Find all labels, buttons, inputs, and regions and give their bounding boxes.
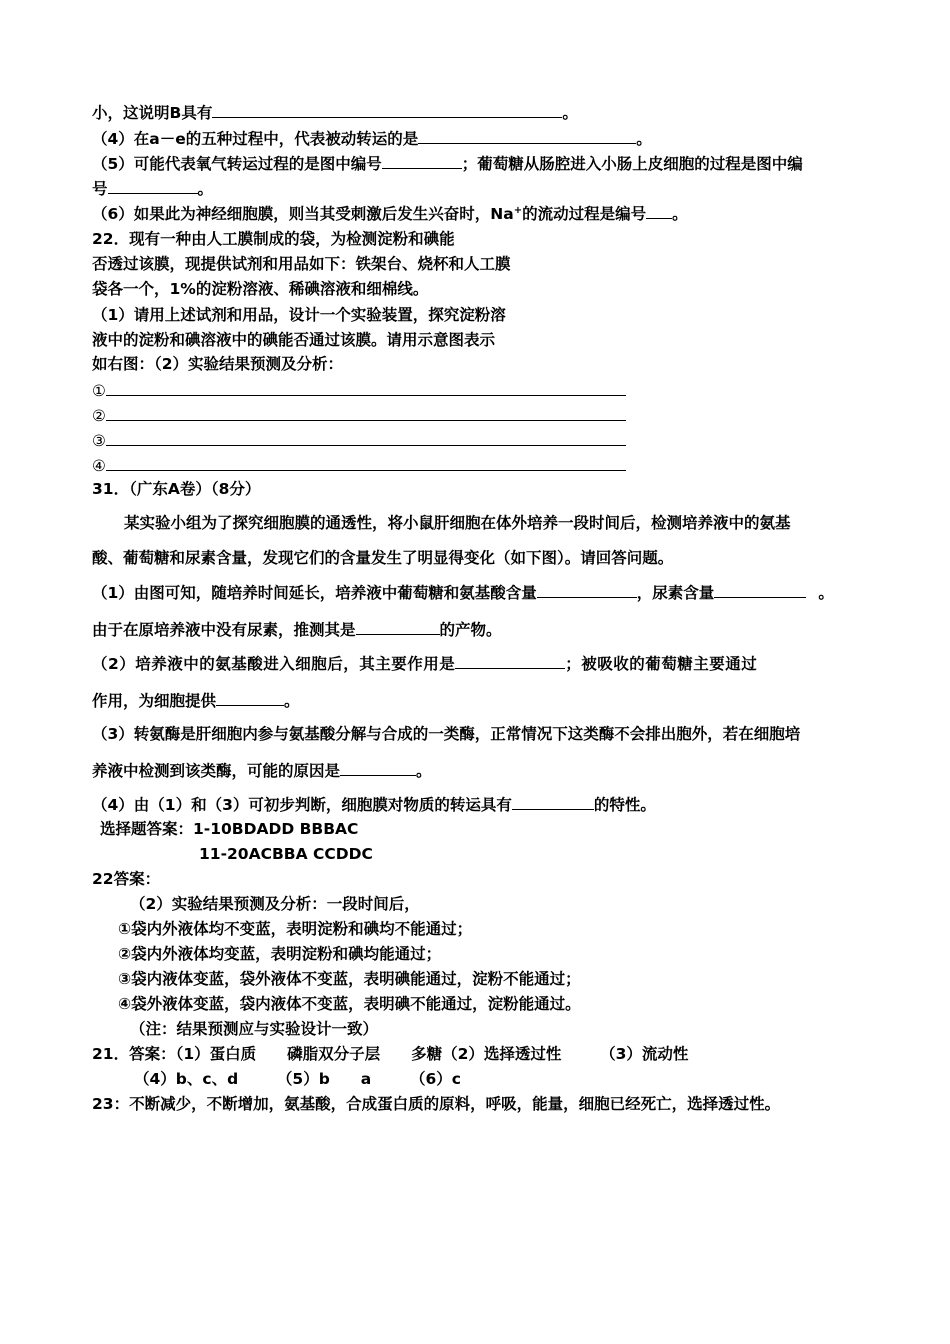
q31-q1-line-1: （1）由图可知，随培养时间延长，培养液中葡萄糖和氨基酸含量 ，尿素含量 。 [92, 584, 834, 602]
answer-blank[interactable] [646, 203, 672, 219]
q31-q2-line-1: （2）培养液中的氨基酸进入细胞后，其主要作用是 ；被吸收的葡萄糖主要通过 [92, 655, 758, 673]
answer-blank[interactable] [537, 582, 637, 598]
line-top-5: （6）如果此为神经细胞膜，则当其受刺激后发生兴奋时，Na+的流动过程是编号 。 [92, 205, 688, 223]
q22-blank-3: ③ [92, 430, 626, 451]
answer-blank[interactable] [106, 405, 626, 421]
answer-blank[interactable] [106, 430, 626, 446]
q31-paragraph-1: 某实验小组为了探究细胞膜的通透性，将小鼠肝细胞在体外培养一段时间后，检测培养液中的氨基 [124, 514, 791, 532]
q31-q4-line: （4）由（1）和（3）可初步判断，细胞膜对物质的转运具有 的特性。 [92, 796, 656, 814]
answer-blank[interactable] [106, 380, 626, 396]
line-top-1: 小，这说明B具有 。 [92, 104, 578, 122]
answer-blank[interactable] [106, 455, 626, 471]
answer-blank[interactable] [216, 690, 284, 706]
answer-22-line-4: ③袋内液体变蓝，袋外液体不变蓝，表明碘能通过，淀粉不能通过； [118, 970, 581, 988]
answer-blank[interactable] [340, 760, 416, 776]
answer-blank[interactable] [714, 582, 806, 598]
q22-line-2: 否透过该膜，现提供试剂和用品如下：铁架台、烧杯和人工膜 [92, 255, 511, 273]
answer-22-line-1: （2）实验结果预测及分析：一段时间后， [130, 895, 420, 913]
q31-paragraph-2: 酸、葡萄糖和尿素含量，发现它们的含量发生了明显得变化（如下图）。请回答问题。 [92, 549, 674, 567]
line-top-4: 号 。 [92, 180, 214, 198]
answer-blank[interactable] [382, 153, 462, 169]
q22-blank-1: ① [92, 380, 626, 401]
q31-q2-line-2: 作用，为细胞提供 。 [92, 692, 300, 710]
q31-q1-line-2: 由于在原培养液中没有尿素，推测其是 的产物。 [92, 621, 502, 639]
q31-q3-line-2: 养液中检测到该类酶，可能的原因是 。 [92, 762, 432, 780]
answer-blank[interactable] [418, 128, 636, 144]
answer-22-line-3: ②袋内外液体均变蓝，表明淀粉和碘均能通过； [118, 945, 442, 963]
line-top-3: （5）可能代表氧气转运过程的是图中编号 ；葡萄糖从肠腔进入小肠上皮细胞的过程是图中编 [92, 155, 803, 173]
answer-blank[interactable] [356, 619, 440, 635]
q22-blank-4: ④ [92, 455, 626, 476]
q22-line-3: 袋各一个，1%的淀粉溶液、稀碘溶液和细棉线。 [92, 280, 429, 298]
q22-line-5: 液中的淀粉和碘溶液中的碘能否通过该膜。请用示意图表示 [92, 331, 496, 349]
q22-blank-2: ② [92, 405, 626, 426]
line-top-2: （4）在a－e的五种过程中，代表被动转运的是 。 [92, 130, 652, 148]
q22-line-1: 22．现有一种由人工膜制成的袋，为检测淀粉和碘能 [92, 230, 455, 248]
q22-line-6: 如右图：（2）实验结果预测及分析： [92, 355, 344, 373]
answer-blank[interactable] [512, 794, 594, 810]
q31-q3-line-1: （3）转氨酶是肝细胞内参与氨基酸分解与合成的一类酶，正常情况下这类酶不会排出胞外，若在细胞培 [92, 725, 801, 743]
answer-22-line-5: ④袋外液体变蓝，袋内液体不变蓝，表明碘不能通过，淀粉能通过。 [118, 995, 581, 1013]
answer-blank[interactable] [212, 102, 562, 118]
answer-blank[interactable] [108, 178, 198, 194]
answer-22-title: 22答案： [92, 870, 161, 888]
answer-21-line-1: 21．答案：（1）蛋白质 磷脂双分子层 多糖（2）选择透过性 （3）流动性 [92, 1045, 689, 1063]
q31-title: 31．（广东A卷）（8分） [92, 480, 261, 498]
answer-23: 23：不断减少，不断增加，氨基酸，合成蛋白质的原料，呼吸，能量，细胞已经死亡，选择透过性。 [92, 1095, 781, 1113]
answer-blank[interactable] [455, 653, 565, 669]
answer-22-line-2: ①袋内外液体均不变蓝，表明淀粉和碘均不能通过； [118, 920, 473, 938]
choice-answers-1: 选择题答案：1-10BDADD BBBAC [100, 820, 359, 838]
answer-22-note: （注：结果预测应与实验设计一致） [130, 1020, 379, 1038]
choice-answers-2: 11-20ACBBA CCDDC [199, 845, 373, 863]
answer-21-line-2: （4）b、c、d （5）b a （6）c [134, 1070, 461, 1088]
q22-line-4: （1）请用上述试剂和用品，设计一个实验装置，探究淀粉溶 [92, 306, 506, 324]
